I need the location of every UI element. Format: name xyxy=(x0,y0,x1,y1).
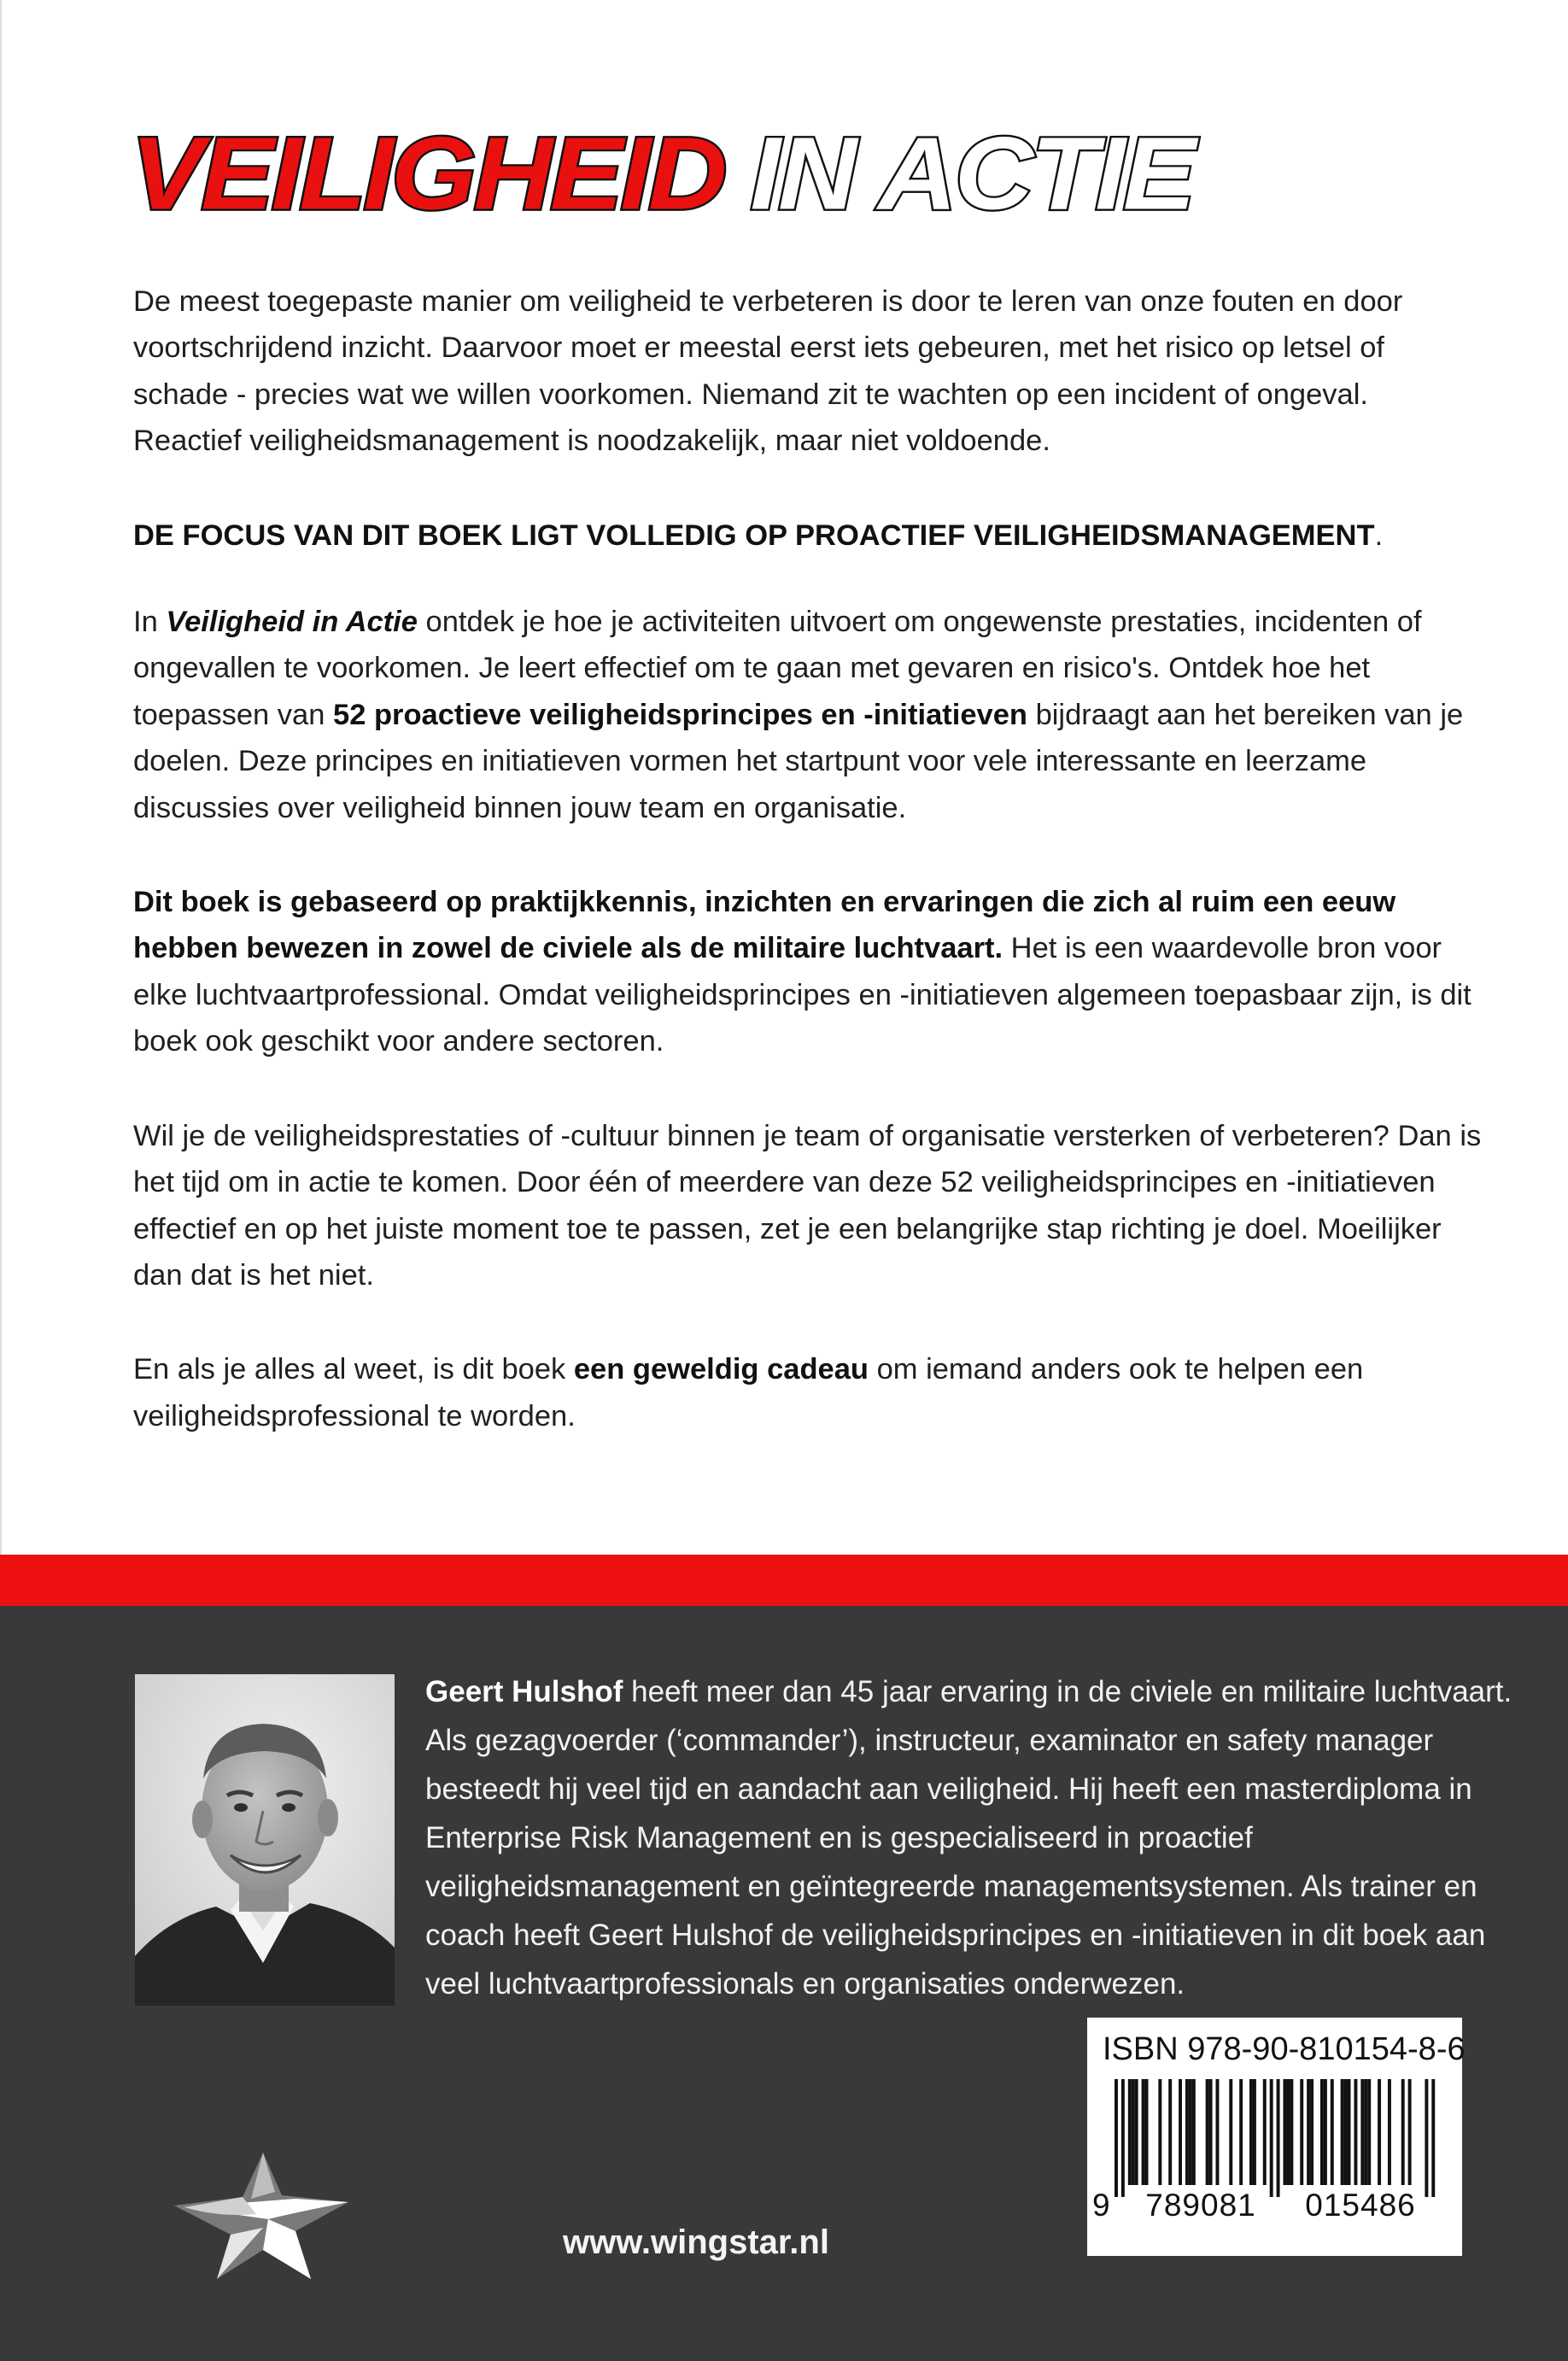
star-logo-icon xyxy=(167,2146,355,2282)
p3-text-a: In xyxy=(133,606,167,639)
barcode-bar xyxy=(1229,2079,1232,2185)
barcode-bar xyxy=(1290,2079,1293,2185)
p3-text-b: ontdek je hoe je activiteiten uitvoert om ongewenste prestaties, incidenten of ongevallen te voorkomen. Je leert effectief om te gaan met gevaren en risico's. Ontdek hoe het toepassen van xyxy=(133,606,1422,731)
red-band xyxy=(0,1555,1568,1606)
barcode-bar xyxy=(1209,2079,1213,2185)
barcode-bar xyxy=(1206,2079,1209,2185)
blurb-paragraph-5: Wil je de veiligheidsprestaties of -cultuur binnen je team of organisatie versterken of verbeteren? Dan is het tijd om in actie te komen. Door één of meerdere van deze 52 veiligheidsprincipes en -initiatieven effectief en op het juiste moment toe te passen, zet je een belangrijke stap richting je doel. Moeilijker dan dat is het niet. xyxy=(133,1119,1482,1292)
barcode-bar xyxy=(1145,2079,1149,2185)
author-name: Geert Hulshof xyxy=(425,1675,623,1708)
p6-text-b: om iemand anders ook te helpen een veiligheidsprofessional te worden. xyxy=(133,1353,1364,1432)
barcode-bar xyxy=(1360,2079,1364,2185)
p4-bold: Dit boek is gebaseerd op praktijkkennis, inzichten en ervaringen die zich al ruim een eeuw hebben bewezen in zowel de civiele als de militaire luchtvaart. xyxy=(133,886,1396,965)
barcode-bar xyxy=(1388,2079,1391,2185)
barcode-guard-bar xyxy=(1431,2079,1435,2197)
barcode-bar xyxy=(1253,2079,1256,2185)
blurb-paragraph-1: De meest toegepaste manier om veiligheid te verbeteren is door te leren van onze fouten en door voortschrijdend inzicht. Daarvoor moet er meestal eerst iets gebeuren, met het risico op letsel of schade - precies wat we willen voorkomen. Niemand zit te wachten op een incident of ongeval. Reactief veiligheidsmanagement is noodzakelijk, maar niet voldoende. xyxy=(133,285,1403,458)
blurb-focus-line xyxy=(133,513,1483,559)
barcode-bar xyxy=(1239,2079,1243,2185)
barcode-bar xyxy=(1286,2079,1290,2185)
ean-left-digits: 789081 xyxy=(1145,2188,1256,2223)
barcode-bar xyxy=(1367,2079,1371,2185)
barcode-bar xyxy=(1344,2079,1348,2185)
p3-bold: 52 proactieve veiligheidsprincipes en -initiatieven xyxy=(333,698,1027,731)
barcode-bar xyxy=(1331,2079,1334,2185)
p4-rest: Het is een waardevolle bron voor elke luchtvaartprofessional. Omdat veiligheidsprincipes en -initiatieven algemeen toepasbaar zijn, is dit boek ook geschikt voor andere sectoren. xyxy=(133,932,1471,1058)
title-word-red: VEILIGHEID xyxy=(131,116,725,231)
barcode-bar xyxy=(1401,2079,1405,2185)
barcode-guard-bar xyxy=(1277,2079,1280,2197)
barcode-bar xyxy=(1179,2079,1182,2185)
barcode-bar xyxy=(1158,2079,1161,2185)
author-portrait xyxy=(135,1674,395,2006)
author-bio-text: heeft meer dan 45 jaar ervaring in de civiele en militaire luchtvaart. Als gezagvoerder (‘commander’), instructeur, examinator en safety manager besteedt hij veel tijd en aandacht aan veiligheid. Hij heeft een masterdiploma in Enterprise Risk Management en is gespecialiseerd in proactief veiligheidsmanagement en geïntegreerde managementsystemen. Als trainer en coach heeft Geert Hulshof de veiligheidsprincipes en -initiatieven in dit boek aan veel luchtvaartprofessionals en organisaties onderwezen. xyxy=(425,1675,1512,2001)
book-title xyxy=(131,116,1194,231)
author-bio xyxy=(425,1667,1527,2008)
barcode-bar xyxy=(1185,2079,1189,2185)
barcode-bar xyxy=(1284,2079,1287,2185)
barcode-guard-bar xyxy=(1425,2079,1428,2197)
ean-first-digit: 9 xyxy=(1092,2188,1110,2223)
focus-end: . xyxy=(1374,518,1384,552)
isbn-label: ISBN 978-90-810154-8-6 xyxy=(1103,2031,1466,2067)
title-word-outline: IN ACTIE xyxy=(750,116,1194,231)
focus-bold: DE FOCUS VAN DIT BOEK LIGT VOLLEDIG OP PROACTIEF VEILIGHEIDSMANAGEMENT xyxy=(133,518,1375,552)
blurb-paragraph-3 xyxy=(133,599,1483,831)
barcode-bar xyxy=(1324,2079,1327,2185)
barcode-guard-bar xyxy=(1270,2079,1273,2197)
barcode-bar xyxy=(1216,2079,1220,2185)
blurb xyxy=(133,278,1483,1487)
barcode-bar xyxy=(1378,2079,1381,2185)
barcode-bar xyxy=(1135,2079,1138,2185)
barcode-bar xyxy=(1408,2079,1412,2185)
ean-right-digits: 015486 xyxy=(1305,2188,1416,2223)
isbn-block xyxy=(1087,2018,1466,2256)
barcode-bar xyxy=(1168,2079,1172,2185)
blurb-paragraph-4 xyxy=(133,879,1483,1065)
p3-text-c: bijdraagt aan het bereiken van je doelen. Deze principes en initiatieven vormen het startpunt voor vele interessante en leerzame discussies over veiligheid binnen jouw team en organisatie. xyxy=(133,698,1464,824)
blurb-paragraph-6 xyxy=(133,1346,1483,1439)
website-url[interactable]: www.wingstar.nl xyxy=(563,2223,829,2261)
barcode-bar xyxy=(1132,2079,1135,2185)
barcode-bar xyxy=(1249,2079,1253,2185)
barcode-bar xyxy=(1300,2079,1303,2185)
barcode-bar xyxy=(1189,2079,1192,2185)
barcode-bar xyxy=(1310,2079,1313,2185)
barcode-guard-bar xyxy=(1115,2079,1118,2197)
barcode-bar xyxy=(1320,2079,1324,2185)
portrait-illustration xyxy=(135,1674,395,2006)
page-edge xyxy=(0,0,2,1555)
barcode-bar xyxy=(1364,2079,1367,2185)
p3-book-title: Veiligheid in Actie xyxy=(166,606,418,639)
barcode-bar xyxy=(1128,2079,1132,2185)
barcode-bar xyxy=(1307,2079,1310,2185)
barcode-bar xyxy=(1192,2079,1196,2185)
p6-text-a: En als je alles al weet, is dit boek xyxy=(133,1353,574,1386)
barcode-bar xyxy=(1348,2079,1351,2185)
barcode-bar xyxy=(1354,2079,1357,2185)
p6-bold: een geweldig cadeau xyxy=(573,1353,869,1386)
barcode-guard-bar xyxy=(1121,2079,1125,2197)
barcode-bar xyxy=(1263,2079,1267,2185)
barcode xyxy=(1115,2079,1439,2199)
barcode-bar xyxy=(1341,2079,1344,2185)
barcode-bar xyxy=(1142,2079,1145,2185)
